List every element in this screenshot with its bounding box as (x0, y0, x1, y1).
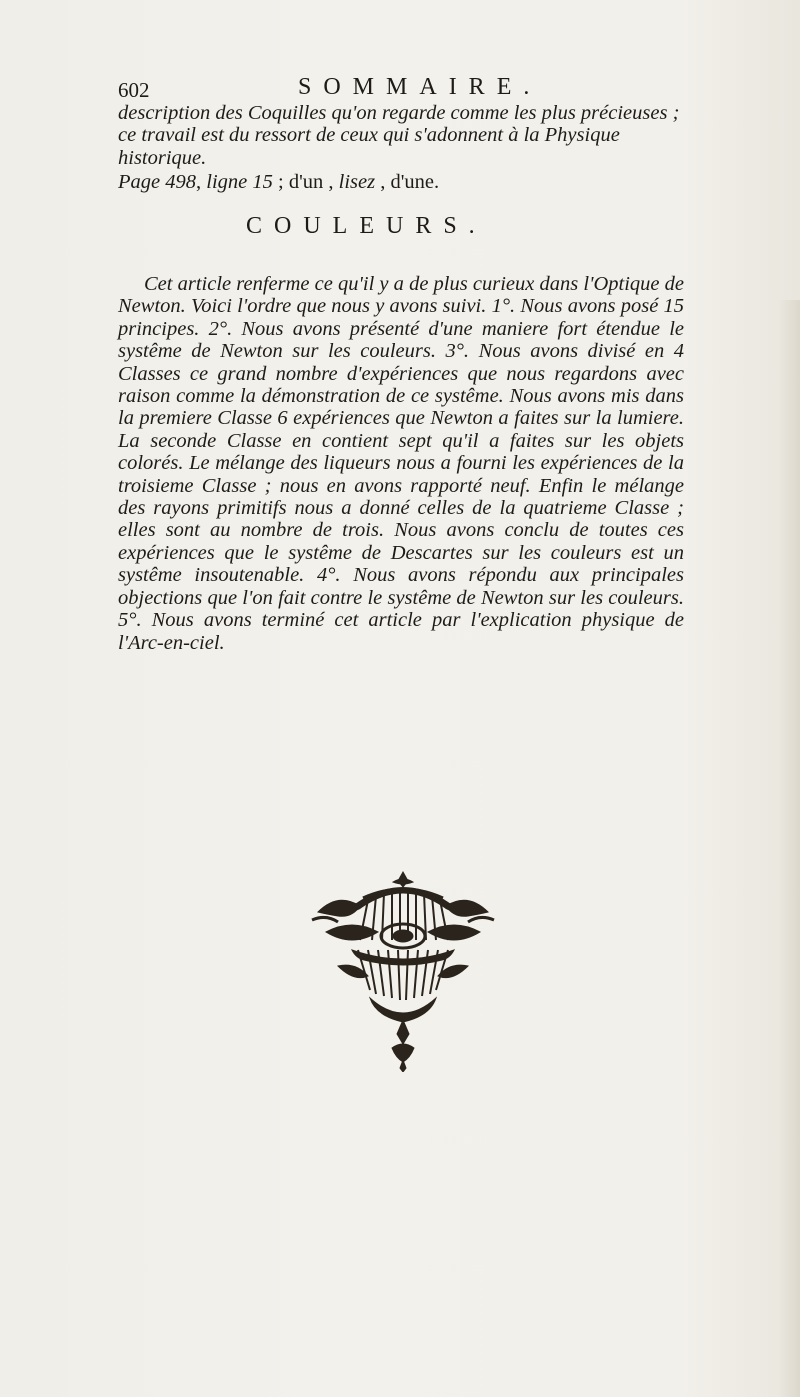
erratum-read-label: lisez (338, 171, 376, 193)
section-paragraph: Cet article renferme ce qu'il y a de plus curieux dans l'Optique de Newton. Voici l'ordre que nous y avons suivi. 1°. Nous avons posé 15 principes. 2°. Nous avons présenté d'une maniere fort étendue le systême de Newton sur les couleurs. 3°. Nous avons divisé en 4 Classes ce grand nombre d'expériences que nous regardons avec raison comme la démonstration de ce systême. Nous avons mis dans la premiere Classe 6 expériences que Newton a faites sur la lumiere. La seconde Classe en contient sept qu'il a faites sur les objets colorés. Le mélange des liqueurs nous a fourni les expériences de la troisieme Classe ; nous en avons rapporté neuf. Enfin le mélange des rayons primitifs nous a donné celles de la quatrieme Classe ; elles sont au nombre de trois. Nous avons conclu de toutes ces expériences que le systême de Descartes sur les couleurs est un systême insoutenable. 4°. Nous avons répondu aux principales objections que l'on fait contre le systême de Newton sur les couleurs. 5°. Nous avons terminé cet article par l'explication physique de l'Arc-en-ciel. (118, 273, 684, 654)
page-number: 602 (118, 78, 150, 102)
continued-paragraph: description des Coquilles qu'on regarde comme les plus précieuses ; ce travail est du ressort de ceux qui s'adonnent à la Physique historique. (118, 102, 680, 169)
page-edge-shadow (778, 300, 800, 1397)
erratum-sep3: , (323, 171, 339, 193)
erratum-sep2: ; (272, 171, 289, 193)
section-heading: COULEURS. (246, 213, 487, 239)
erratum-line-ref: ligne 15 (206, 171, 273, 193)
erratum-page: Page 498 (118, 171, 196, 193)
erratum-sep: , (196, 171, 207, 193)
erratum-line (118, 170, 678, 194)
floral-ornament-icon (308, 870, 498, 1072)
erratum-wrong: d'un (288, 171, 324, 193)
page-header (118, 74, 678, 104)
running-title: SOMMAIRE. (298, 74, 542, 100)
erratum-correct: d'une. (390, 171, 440, 193)
erratum-sep4: , (375, 171, 391, 193)
